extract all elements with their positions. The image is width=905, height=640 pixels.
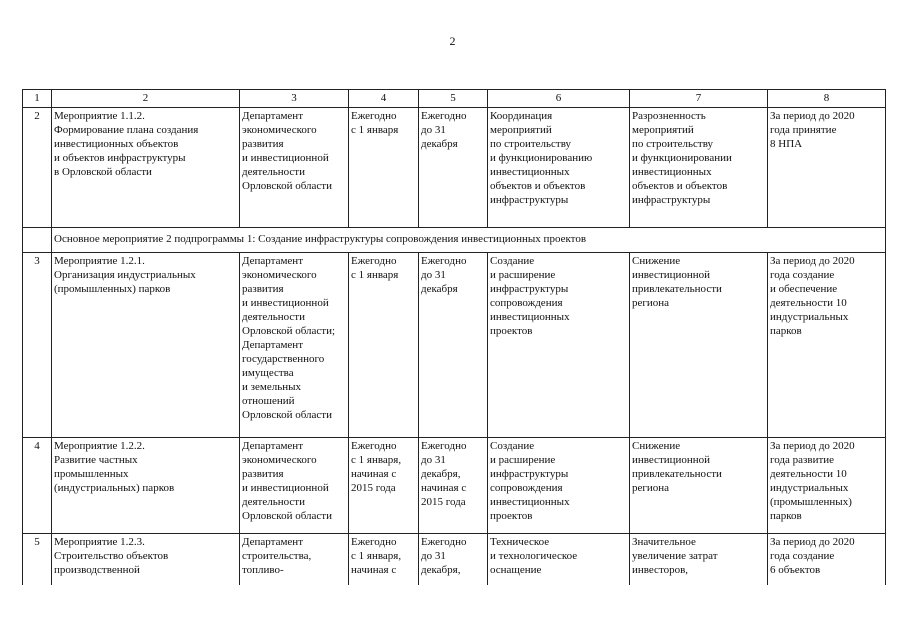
start-cell: Ежегодно с 1 января (349, 253, 419, 438)
row-number: 4 (23, 438, 52, 534)
table-row (23, 108, 886, 228)
executor-cell: Департамент экономического развития и инвестиционной деятельности Орловской области; Департамент государственного имущества и земельных отношений Орловской области (240, 253, 349, 438)
indicator-cell: За период до 2020 года создание и обеспечение деятельности 10 индустриальных парков (768, 253, 886, 438)
row-number: 2 (23, 108, 52, 228)
indicator-cell: За период до 2020 года создание 6 объектов (768, 534, 886, 586)
end-cell: Ежегодно до 31 декабря (419, 253, 488, 438)
header-cell: 1 (23, 90, 52, 108)
indicator-cell: За период до 2020 года принятие 8 НПА (768, 108, 886, 228)
indicator-cell: За период до 2020 года развитие деятельности 10 индустриальных (промышленных) парков (768, 438, 886, 534)
page-number: 2 (449, 34, 456, 48)
table-row (23, 438, 886, 534)
executor-cell: Департамент строительства, топливо- (240, 534, 349, 586)
header-cell: 4 (349, 90, 419, 108)
end-cell: Ежегодно до 31 декабря, начиная с 2015 года (419, 438, 488, 534)
table-row (23, 253, 886, 438)
result-cell: Координация мероприятий по строительству и функционированию инвестиционных объектов и объектов инфраструктуры (488, 108, 630, 228)
result-cell: Создание и расширение инфраструктуры сопровождения инвестиционных проектов (488, 438, 630, 534)
result-cell: Техническое и технологическое оснащение (488, 534, 630, 586)
start-cell: Ежегодно с 1 января (349, 108, 419, 228)
section-row (23, 228, 886, 253)
consequence-cell: Разрозненность мероприятий по строительству и функционировании инвестиционных объектов и объектов инфраструктуры (630, 108, 768, 228)
result-cell: Создание и расширение инфраструктуры сопровождения инвестиционных проектов (488, 253, 630, 438)
header-cell: 3 (240, 90, 349, 108)
activity-cell: Мероприятие 1.2.2. Развитие частных промышленных (индустриальных) парков (52, 438, 240, 534)
section-empty-cell (23, 228, 52, 253)
activity-cell: Мероприятие 1.1.2. Формирование плана создания инвестиционных объектов и объектов инфраструктуры в Орловской области (52, 108, 240, 228)
end-cell: Ежегодно до 31 декабря (419, 108, 488, 228)
consequence-cell: Значительное увеличение затрат инвесторов, (630, 534, 768, 586)
row-number: 5 (23, 534, 52, 586)
table-row (23, 534, 886, 586)
start-cell: Ежегодно с 1 января, начиная с (349, 534, 419, 586)
header-cell: 5 (419, 90, 488, 108)
start-cell: Ежегодно с 1 января, начиная с 2015 года (349, 438, 419, 534)
section-title: Основное мероприятие 2 подпрограммы 1: Создание инфраструктуры сопровождения инвестиционных проектов (52, 228, 886, 253)
executor-cell: Департамент экономического развития и инвестиционной деятельности Орловской области (240, 108, 349, 228)
header-row (23, 90, 886, 108)
executor-cell: Департамент экономического развития и инвестиционной деятельности Орловской области (240, 438, 349, 534)
consequence-cell: Снижение инвестиционной привлекательности региона (630, 438, 768, 534)
header-cell: 7 (630, 90, 768, 108)
header-cell: 2 (52, 90, 240, 108)
end-cell: Ежегодно до 31 декабря, (419, 534, 488, 586)
row-number: 3 (23, 253, 52, 438)
header-cell: 8 (768, 90, 886, 108)
activities-table (22, 89, 886, 585)
header-cell: 6 (488, 90, 630, 108)
activity-cell: Мероприятие 1.2.1. Организация индустриальных (промышленных) парков (52, 253, 240, 438)
consequence-cell: Снижение инвестиционной привлекательности региона (630, 253, 768, 438)
activity-cell: Мероприятие 1.2.3. Строительство объектов производственной (52, 534, 240, 586)
